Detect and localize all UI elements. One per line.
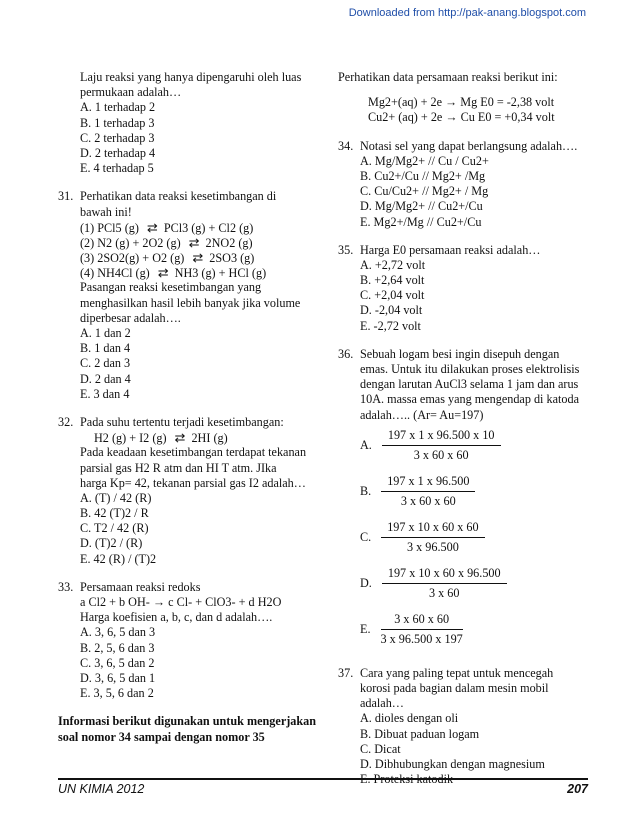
question-text: harga Kp= 42, tekanan parsial gas I2 adalah…: [80, 475, 306, 490]
option-c: C. T2 / 42 (R): [80, 521, 149, 536]
question-stem: Harga E0 persamaan reaksi adalah…: [360, 242, 541, 257]
q30-options: [58, 100, 314, 176]
question-number: 37.: [338, 665, 354, 680]
question-stem: 10A. massa emas yang mengendap di katoda: [360, 392, 579, 407]
question-stem: adalah….. (Ar= Au=197): [360, 407, 484, 422]
option-b: B. 42 (T)2 / R: [80, 506, 149, 521]
question-stem: Sebuah logam besi ingin disepuh dengan: [360, 346, 560, 361]
question-stem: korosi pada bagian dalam mesin mobil: [360, 680, 549, 695]
question-number: 35.: [338, 242, 354, 257]
q30-tail: [58, 70, 314, 100]
question-stem: emas. Untuk itu dilakukan proses elektrolisis: [360, 362, 580, 376]
option-a: A. +2,72 volt: [360, 257, 426, 272]
option-c: C. Cu/Cu2+ // Mg2+ / Mg: [360, 184, 489, 199]
option-e: E. 4 terhadap 5: [80, 161, 154, 176]
question-text: diperbesar adalah….: [80, 310, 181, 325]
option-b: B. Dibuat paduan logam: [360, 726, 480, 741]
option-d: D. 2 dan 4: [80, 371, 131, 386]
fraction: $\frac{197 x 10 x 60 x 60}{3 x 96.500}$: [381, 520, 484, 555]
option-b: B. 1 dan 4: [80, 341, 131, 356]
question-number: 31.: [58, 189, 74, 204]
section-intro: Perhatikan data persamaan reaksi berikut ini:: [338, 70, 558, 84]
option-c: C. Dicat: [360, 741, 401, 756]
question-stem: adalah…: [360, 696, 404, 711]
option-a: A. 1 terhadap 2: [80, 100, 156, 115]
option-d: D. 3, 6, 5 dan 1: [80, 670, 156, 685]
option-c: C. +2,04 volt: [360, 288, 425, 303]
question-36: [338, 347, 590, 653]
question-31: [58, 189, 314, 402]
question-32: [58, 415, 314, 567]
option-b: B. +2,64 volt: [360, 273, 425, 288]
question-number: 36.: [338, 346, 354, 361]
mg-reduction-equation: Mg2+(aq) + 2e → Mg E0 = -2,38 volt: [368, 95, 555, 110]
question-text: parsial gas H2 R atm dan HI T atm. JIka: [80, 460, 277, 475]
fraction: $\frac{197 x 10 x 60 x 96.500}{3 x 60}$: [382, 566, 507, 601]
reaction-3: (3) 2SO2(g) + O2 (g) ⇄ 2SO3 (g): [80, 250, 255, 266]
question-text: Pasangan reaksi kesetimbangan yang: [80, 280, 262, 295]
reaction-1: (1) PCl5 (g) ⇄ PCl3 (g) + Cl2 (g): [80, 219, 254, 235]
equilibrium-arrow-icon: ⇄: [192, 250, 202, 266]
footer-title: UN KIMIA 2012: [58, 782, 145, 796]
question-number: 34.: [338, 138, 354, 153]
question-number: 32.: [58, 414, 74, 429]
question-text: Harga koefisien a, b, c, dan d adalah….: [80, 610, 273, 625]
question-stem: dengan larutan AuCl3 selama 1 jam dan arus: [360, 377, 579, 392]
option-d: D. -2,04 volt: [360, 303, 423, 318]
option-a: A. $\frac{197 x 1 x 96.500 x 10}{3 x 60 x 60}$: [338, 423, 590, 469]
question-stem: Cara yang paling tepat untuk mencegah: [360, 665, 554, 680]
info-note: Informasi berikut digunakan untuk mengerjakan soal nomor 34 sampai dengan nomor 35: [58, 714, 317, 744]
question-stem: Perhatikan data reaksi kesetimbangan di: [80, 189, 277, 204]
question-text: Pada keadaan kesetimbangan terdapat tekanan: [80, 445, 307, 460]
redox-equation: a Cl2 + b OH- → c Cl- + ClO3- + d H2O: [80, 595, 282, 609]
option-a: A. 1 dan 2: [80, 326, 131, 340]
option-d: D. Dibhubungkan dengan magnesium: [360, 756, 545, 771]
option-e: E. 42 (R) / (T)2: [80, 551, 157, 566]
fraction: $\frac{197 x 1 x 96.500}{3 x 60 x 60}$: [381, 474, 475, 509]
option-b: B. $\frac{197 x 1 x 96.500}{3 x 60 x 60}$: [338, 469, 590, 515]
option-a: A. dioles dengan oli: [360, 711, 459, 726]
page-number: 207: [567, 782, 588, 796]
option-e: E. 3 dan 4: [80, 386, 130, 401]
fraction: $\frac{197 x 1 x 96.500 x 10}{3 x 60 x 60}$: [382, 428, 501, 463]
left-column: [58, 70, 317, 745]
option-e: E. Mg2+/Mg // Cu2+/Cu: [360, 214, 482, 229]
option-d: D. Mg/Mg2+ // Cu2+/Cu: [360, 199, 483, 214]
fraction: $\frac{3 x 60 x 60}{3 x 96.500 x 197}$: [380, 612, 463, 647]
option-b: B. 1 terhadap 3: [80, 115, 155, 130]
equilibrium-arrow-icon: ⇄: [157, 265, 167, 281]
option-c: C. 3, 6, 5 dan 2: [80, 655, 155, 670]
equilibrium-arrow-icon: ⇄: [146, 219, 156, 235]
right-column: [338, 70, 590, 787]
question-text: menghasilkan hasil lebih banyak jika volume: [80, 295, 301, 310]
question-stem: bawah ini!: [80, 204, 132, 219]
question-number: 33.: [58, 579, 74, 594]
option-d: D. 2 terhadap 4: [80, 145, 156, 160]
question-stem: Pada suhu tertentu terjadi kesetimbangan:: [80, 414, 284, 429]
option-b: B. Cu2+/Cu // Mg2+ /Mg: [360, 168, 486, 183]
question-33: [58, 580, 314, 702]
download-link[interactable]: Downloaded from http://pak-anang.blogspot.com: [348, 7, 586, 19]
option-e: E. $\frac{3 x 60 x 60}{3 x 96.500 x 197}$: [360, 612, 463, 647]
option-a: A. Mg/Mg2+ // Cu / Cu2+: [360, 153, 489, 168]
reaction-2: (2) N2 (g) + 2O2 (g) ⇄ 2NO2 (g): [80, 234, 253, 250]
option-a: A. 3, 6, 5 dan 3: [80, 625, 156, 640]
equilibrium-arrow-icon: ⇄: [188, 234, 198, 250]
question-35: [338, 243, 590, 334]
option-e: E. -2,72 volt: [360, 318, 421, 333]
cu-reduction-equation: Cu2+ (aq) + 2e → Cu E0 = +0,34 volt: [368, 110, 555, 125]
option-b: B. 2, 5, 6 dan 3: [80, 640, 155, 655]
equilibrium-arrow-icon: ⇄: [174, 430, 184, 446]
option-a: A. (T) / 42 (R): [80, 490, 152, 505]
question-stem: Persamaan reaksi redoks: [80, 579, 201, 594]
text-line: Laju reaksi yang hanya dipengaruhi oleh luas: [80, 70, 302, 84]
option-e: E. Proteksi katodik: [360, 772, 454, 787]
question-34: [338, 139, 590, 230]
option-d: D. (T)2 / (R): [80, 536, 143, 551]
equilibrium-equation: H2 (g) + I2 (g) ⇄ 2HI (g): [94, 430, 228, 446]
option-e: E. 3, 5, 6 dan 2: [80, 686, 154, 701]
question-stem: Notasi sel yang dapat berlangsung adalah….: [360, 138, 578, 153]
text-line: permukaan adalah…: [80, 85, 182, 100]
reaction-4: (4) NH4Cl (g) ⇄ NH3 (g) + HCl (g): [80, 265, 267, 281]
option-c: C. 2 dan 3: [80, 356, 131, 371]
option-c: C. $\frac{197 x 10 x 60 x 60}{3 x 96.500}$: [338, 515, 590, 561]
option-c: C. 2 terhadap 3: [80, 130, 155, 145]
option-d: D. $\frac{197 x 10 x 60 x 96.500}{3 x 60}$: [338, 561, 590, 607]
question-37: [338, 666, 590, 788]
page-footer: [58, 778, 588, 797]
